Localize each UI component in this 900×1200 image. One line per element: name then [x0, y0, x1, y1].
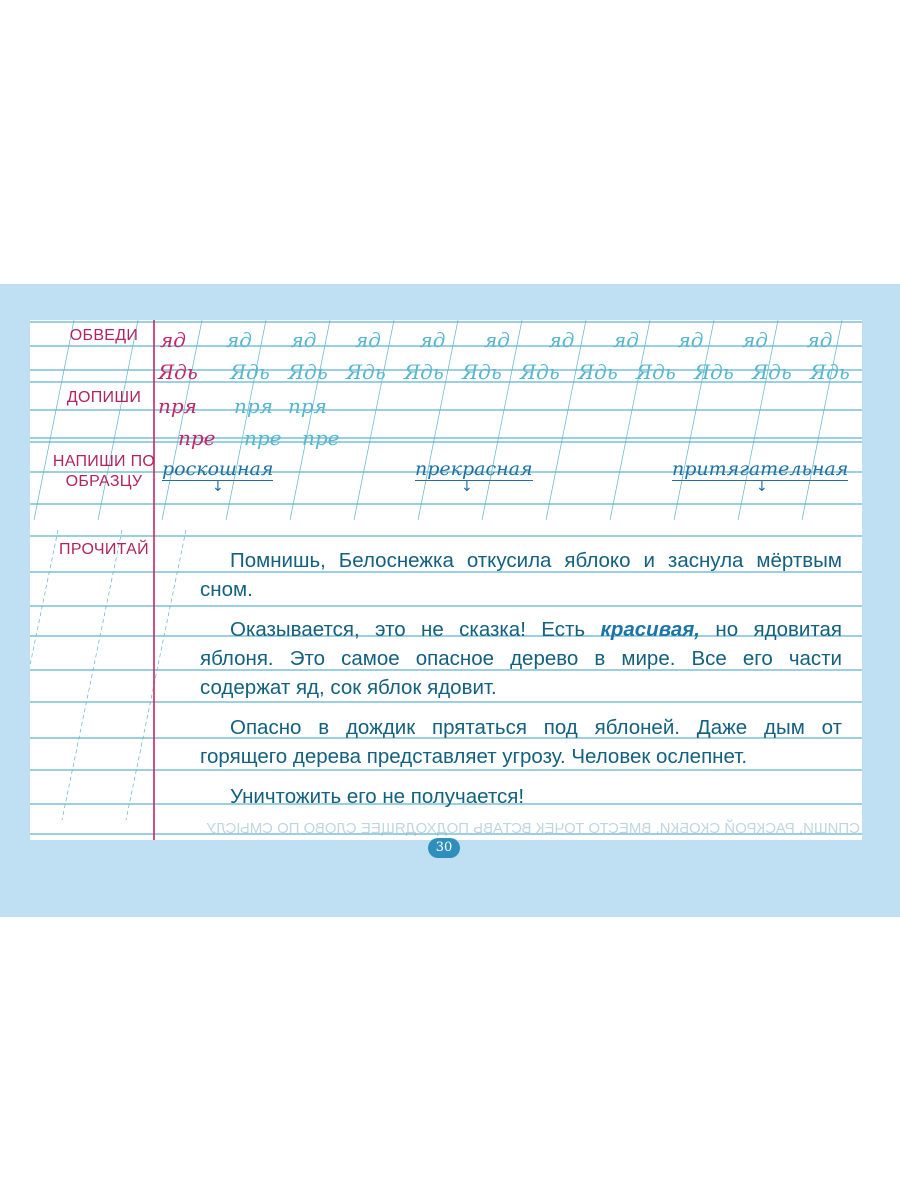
trace-row1-item: яд: [419, 328, 446, 352]
trace-row2-sample: Ядь: [158, 360, 198, 384]
label-complete: ДОПИШИ: [66, 389, 142, 406]
label-write-line2: ОБРАЗЦУ: [65, 473, 143, 490]
reading-text: [200, 546, 842, 822]
reading-paragraph-1: Помнишь, Белоснежка откусила яблоко и заснула мёртвым сном.: [200, 549, 842, 601]
trace-row2-item: Ядь: [810, 360, 850, 384]
trace-row2-item: Ядь: [578, 360, 618, 384]
trace-row1-item: яд: [742, 328, 768, 352]
trace-row2-item: Ядь: [230, 360, 270, 384]
workbook-sheet: [30, 320, 862, 840]
label-trace: ОБВЕДИ: [69, 327, 139, 344]
trace-row2-item: Ядь: [520, 360, 560, 384]
slant-line: [62, 530, 122, 820]
complete-row1-trace-2: пря: [288, 394, 327, 418]
trace-row1-item: яд: [613, 328, 639, 352]
slant-line: [126, 530, 186, 820]
label-read: ПРОЧИТАЙ: [59, 541, 149, 558]
trace-row1-item: яд: [806, 328, 833, 352]
trace-row1-item: яд: [226, 328, 252, 352]
trace-row2-item: Ядь: [462, 360, 502, 384]
trace-row1-item: яд: [677, 328, 704, 352]
trace-row1-sample: яд: [160, 328, 186, 352]
emphasized-word: красивая,: [600, 618, 700, 641]
page-number: 30: [428, 838, 460, 858]
trace-row2-item: Ядь: [404, 360, 444, 384]
complete-row2-trace-2: пре: [302, 426, 340, 450]
arrow-down-icon: ↓: [212, 479, 224, 495]
copy-word-2: прекрасная: [415, 458, 533, 480]
bleed-through-text: СПИШИ, РАСКРОЙ СКОБКИ, ВМЕСТО ТОЧЕК ВСТАВЬ ПОДХОДЯЩЕЕ СЛОВО ПО СМЫСЛУ: [206, 820, 860, 837]
trace-row1-item: яд: [355, 328, 381, 352]
trace-row1-item: яд: [548, 328, 575, 352]
trace-row1-item: яд: [290, 328, 317, 352]
trace-row2-item: Ядь: [346, 360, 386, 384]
arrow-down-icon: ↓: [756, 479, 768, 495]
trace-row2-item: Ядь: [636, 360, 676, 384]
reading-paragraph-3: Опасно в дождик прятаться под яблоней. Даже дым от горящего дерева представляет угрозу. Человек ослепнет.: [200, 716, 842, 768]
copy-word-3: притягательная: [672, 458, 849, 480]
arrow-down-icon: ↓: [461, 479, 473, 495]
complete-row2-trace-1: пре: [244, 426, 282, 450]
trace-row2-item: Ядь: [694, 360, 734, 384]
complete-row1-sample: пря: [158, 394, 197, 418]
copy-word-1: роскошная: [162, 458, 274, 480]
reading-paragraph-4: Уничтожить его не получается!: [230, 785, 525, 808]
label-write-line1: НАПИШИ ПО: [52, 453, 156, 470]
reading-paragraph-2: Оказывается, это не сказка! Есть красивая, но ядовитая яблоня. Это самое опасное дерево в мире. Все его части содержат яд, сок яблок ядовит.: [200, 618, 842, 699]
trace-row1-item: яд: [484, 328, 510, 352]
slant-line: [30, 530, 58, 820]
complete-row2-sample: пре: [178, 426, 216, 450]
trace-row2-item: Ядь: [752, 360, 792, 384]
trace-row2-item: Ядь: [288, 360, 328, 384]
complete-row1-trace-1: пря: [234, 394, 273, 418]
